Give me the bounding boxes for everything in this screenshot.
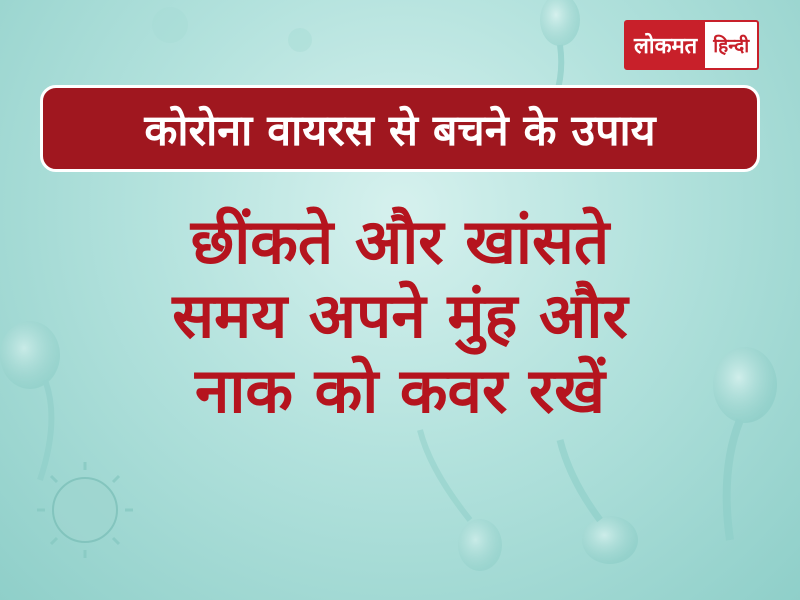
page-title: कोरोना वायरस से बचने के उपाय <box>144 106 656 156</box>
message-line-2: समय अपने मुंह और <box>172 279 628 353</box>
message-line-3: नाक को कवर रखें <box>194 353 606 427</box>
lokmat-logo <box>624 20 759 70</box>
coronavirus-particle <box>37 462 133 558</box>
title-banner <box>40 85 760 172</box>
bacteria-cell-bottom <box>560 440 638 564</box>
bacteria-cell-mid <box>420 430 502 571</box>
virus-particle-small <box>152 7 312 52</box>
brand-name: लोकमत <box>626 22 705 68</box>
advice-message <box>0 205 800 428</box>
message-line-1: छींकते और खांसते <box>190 205 610 278</box>
brand-edition: हिन्दी <box>713 35 750 57</box>
